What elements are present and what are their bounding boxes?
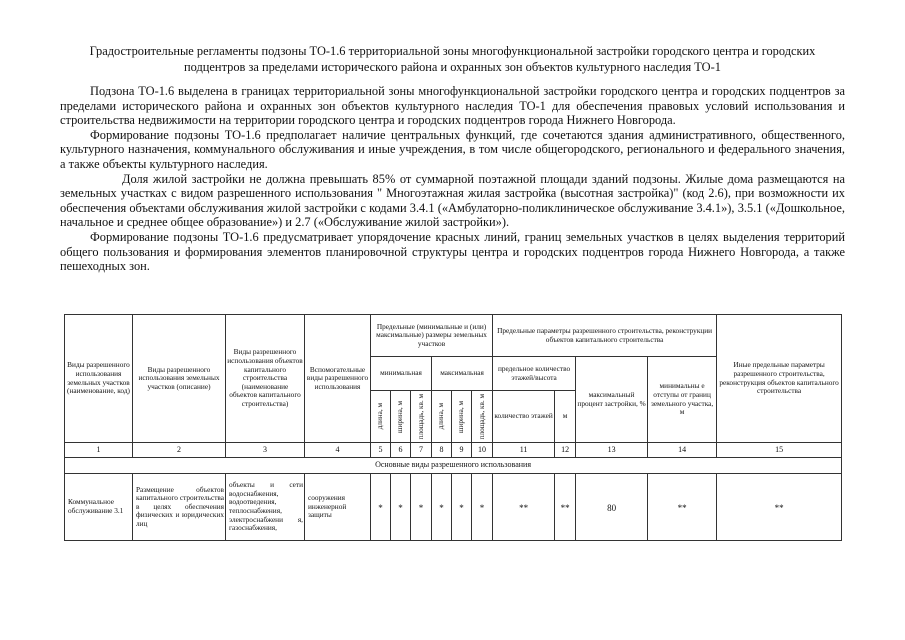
header-min-length: длина, м	[371, 391, 391, 443]
cell-min-length: *	[371, 474, 391, 541]
header-maximal: максимальная	[432, 357, 493, 391]
header-plot-sizes: Предельные (минимальные и (или) максимальные) размеры земельных участков	[371, 315, 493, 357]
column-number: 2	[133, 443, 226, 458]
column-number: 11	[493, 443, 555, 458]
header-max-area: площадь, кв. м	[472, 391, 493, 443]
cell-min-width: *	[391, 474, 411, 541]
column-number: 12	[555, 443, 576, 458]
header-height-m: м	[555, 391, 576, 443]
header-construction-parameters: Предельные параметры разрешенного строительства, реконструкции объектов капитального строительства	[493, 315, 717, 357]
header-max-width: ширина, м	[452, 391, 472, 443]
header-permitted-use-code: Виды разрешенного использования земельных участков (наименование, код)	[65, 315, 133, 443]
column-number: 8	[432, 443, 452, 458]
cell-max-area: *	[472, 474, 493, 541]
column-number: 13	[576, 443, 648, 458]
cell-max-width: *	[452, 474, 472, 541]
paragraph-1: Подзона ТО-1.6 выделена в границах территориальной зоны многофункциональной застройки городского центра и городских подцентров за пределами исторического района и охранных зон объектов культурного наследия ТО-1 для обеспечения правовых условий использования и строительства недвижимости на территории городского центра и городских подцентров города Нижнего Новгорода.	[60, 84, 845, 128]
column-number: 5	[371, 443, 391, 458]
page-title: Градостроительные регламенты подзоны ТО-1.6 территориальной зоны многофункциональной застройки городского центра и городских подцентров за пределами исторического района и охранных зон объектов культурного наследия ТО-1	[89, 44, 816, 74]
column-number: 6	[391, 443, 411, 458]
header-floors-height: предельное количество этажей/высота	[493, 357, 576, 391]
intro-text	[60, 84, 845, 274]
cell-other-parameters: **	[717, 474, 842, 541]
cell-building-percent: 80	[576, 474, 648, 541]
cell-capital-objects: объекты и сети водоснабжения, водоотведения, теплоснабжения, электроснабжени я, газоснабжения,	[226, 474, 305, 541]
column-number: 14	[648, 443, 717, 458]
header-auxiliary-use: Вспомогательные виды разрешенного использования	[305, 315, 371, 443]
header-permitted-use-description: Виды разрешенного использования земельных участков (описание)	[133, 315, 226, 443]
paragraph-3: Доля жилой застройки не должна превышать 85% от суммарной поэтажной площади зданий подзоны. Жилые дома размещаются на земельных участках с видом разрешенного использования " Многоэтажная жилая застройка (высотная застройка)" (код 2.6), при возможности их обеспечения объектами обслуживания жилой застройки с кодами 3.4.1 («Амбулаторно-поликлиническое обслуживание 3.4.1»), 3.5.1 («Дошкольное, начальное и среднее общее образование») и 2.7 («Обслуживание жилой застройки»).	[60, 171, 845, 230]
column-numbers-row	[65, 443, 842, 458]
table-row	[65, 474, 842, 541]
cell-use-code: Коммунальное обслуживание 3.1	[65, 474, 133, 541]
paragraph-4: Формирование подзоны ТО-1.6 предусматривает упорядочение красных линий, границ земельных участков в целях выделения территорий общего пользования и формирования элементов планировочной структуры центра и городских подцентров города Нижнего Новгорода, а также пешеходных зон.	[60, 229, 845, 274]
cell-floor-count: **	[493, 474, 555, 541]
header-floor-count: количество этажей	[493, 391, 555, 443]
header-max-building-percent: максимальный процент застройки, %	[576, 357, 648, 443]
column-number: 1	[65, 443, 133, 458]
cell-auxiliary-use: сооружения инженерной защиты	[305, 474, 371, 541]
cell-height-m: **	[555, 474, 576, 541]
column-number: 4	[305, 443, 371, 458]
cell-use-description: Размещение объектов капитального строительства в целях обеспечения физических и юридических лиц	[133, 474, 226, 541]
header-minimal: минимальная	[371, 357, 432, 391]
column-number: 7	[411, 443, 432, 458]
cell-min-area: *	[411, 474, 432, 541]
column-number: 9	[452, 443, 472, 458]
regulations-table	[64, 314, 842, 541]
header-capital-construction-use: Виды разрешенного использования объектов капитального строительства (наименование объектов капитального строительства)	[226, 315, 305, 443]
header-max-length: длина, м	[432, 391, 452, 443]
header-min-width: ширина, м	[391, 391, 411, 443]
column-number: 15	[717, 443, 842, 458]
header-min-indents: минимальны е отступы от границ земельного участка, м	[648, 357, 717, 443]
paragraph-2: Формирование подзоны ТО-1.6 предполагает наличие центральных функций, где сочетаются здания административного, общественного, культурного назначения, коммунального обслуживания и иные учреждения, в том числе общегородского, регионального и федерального значения, а также объекты культурного наследия.	[60, 127, 845, 171]
section-heading: Основные виды разрешенного использования	[65, 458, 842, 474]
header-other-parameters: Иные предельные параметры разрешенного строительства, реконструкция объектов капитального строительства	[717, 315, 842, 443]
cell-min-indents: **	[648, 474, 717, 541]
column-number: 10	[472, 443, 493, 458]
header-min-area: площадь, кв. м	[411, 391, 432, 443]
cell-max-length: *	[432, 474, 452, 541]
column-number: 3	[226, 443, 305, 458]
